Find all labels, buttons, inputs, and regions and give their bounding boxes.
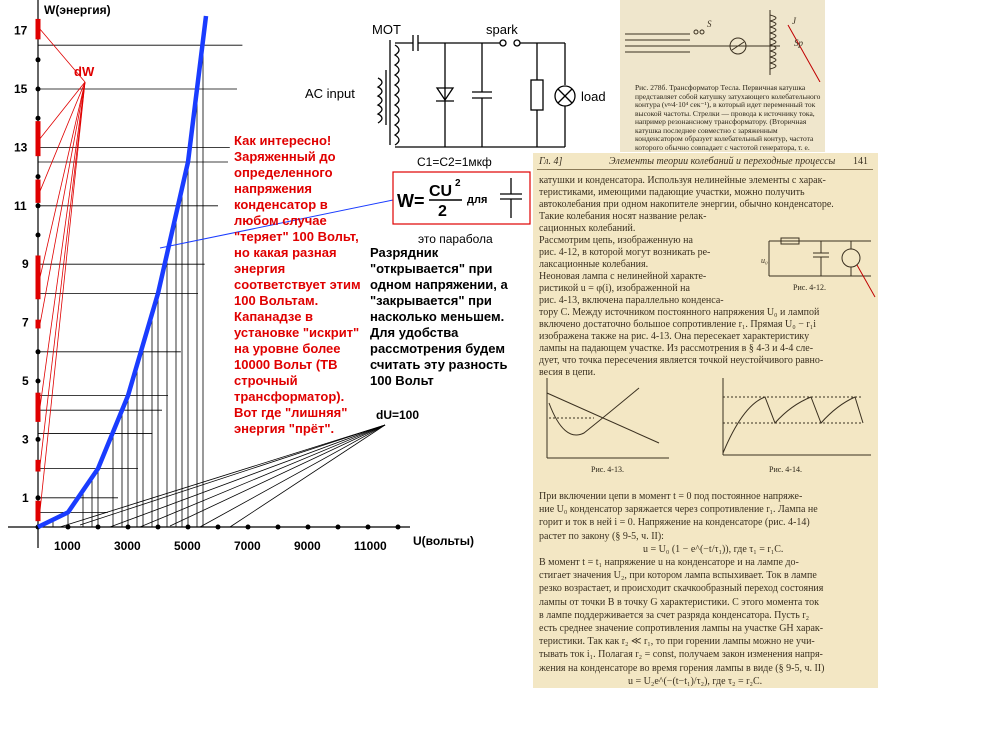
- x-tick-dot: [336, 525, 341, 530]
- dw-pointer-lines: [40, 29, 85, 511]
- figure-4-13: [539, 373, 674, 461]
- tesla-caption: Рис. 278б. Трансформатор Тесла. Первичная катушка представляет собой катушку затухающего колебательного контура (ν≈4·10⁴ сек⁻¹), в который идет переменный ток высокой частоты. Стрелки — провода к источнику тока, например резонансному трансформатору. (Вторичная катушка последнее совместно с заряженным конденсатором образует колебательный контур, частота которого обычно совпадает с частотой генератора, т. е.: [635, 83, 821, 152]
- page-header-title: Элементы теории колебаний и переходные процессы: [609, 156, 836, 167]
- vertical-markers: [53, 40, 203, 527]
- dw-pointer: [40, 82, 85, 324]
- dw-pointer: [40, 82, 85, 407]
- page-text-line: u = U₀ (1 − e^(−t/τ₁)), где τ₁ = r₁C.: [643, 543, 784, 555]
- dw-label: dW: [74, 64, 95, 79]
- page-text-line: изображена также на рис. 4-13. Она пересекает характеристику: [539, 331, 810, 342]
- page-text-line: резко возрастает, и происходит скачкообразный переход состояния: [539, 583, 824, 595]
- y-tick-dot: [36, 379, 41, 384]
- page-text-line: жения на конденсаторе во время горения лампы в виде (§ 9-5, ч. II): [539, 662, 825, 674]
- x-tick-dot: [216, 525, 221, 530]
- du-pointer: [80, 425, 385, 525]
- x-tick-dot: [306, 525, 311, 530]
- x-tick-dot: [396, 525, 401, 530]
- du-pointer: [140, 425, 385, 527]
- fig-4-14-caption: Рис. 4-14.: [769, 465, 802, 474]
- load-label: load: [581, 89, 606, 104]
- fig-4-12-caption: Рис. 4-12.: [793, 283, 826, 292]
- page-text-line: Рассмотрим цепь, изображенную на: [539, 235, 693, 246]
- y-tick-label: 15: [14, 82, 28, 96]
- x-tick-dot: [276, 525, 281, 530]
- y-tick-dot: [36, 437, 41, 442]
- primary-coil: [378, 78, 382, 123]
- y-tick-dot: [36, 116, 41, 121]
- x-axis-label: U(вольты): [413, 534, 474, 548]
- formula-exponent: 2: [455, 178, 461, 189]
- page-text-line: автоколебания при одном накопителе энергии, обычно конденсаторе.: [539, 199, 834, 210]
- page-text-line: включено достаточно большое сопротивление r₁. Прямая U₀ − r₁i: [539, 319, 816, 330]
- y-axis-label: W(энергия): [44, 3, 111, 17]
- page-text-line: катушки и конденсатора. Используя нелинейные элементы с харак-: [539, 175, 826, 186]
- page-text-line: теристиками, имеющими падающие участки, можно получить: [539, 187, 805, 198]
- page-text-line: При включении цепи в момент t = 0 под постоянное напряже-: [539, 491, 803, 502]
- page-text-line: есть среднее значение сопротивления лампы на участке GH харак-: [539, 623, 824, 634]
- formula-denominator: 2: [438, 203, 447, 220]
- du-label: dU=100: [376, 408, 420, 422]
- secondary-coil: [395, 45, 399, 145]
- x-tick-dot: [246, 525, 251, 530]
- spark-label: spark: [486, 22, 518, 37]
- page-text-line: рис. 4-13, включена параллельно конденса-: [539, 295, 724, 306]
- book-page-scan: [533, 153, 878, 688]
- du-pointer: [200, 425, 385, 527]
- page-text-line: В момент t = t₁ напряжение u на конденсаторе и на лампе до-: [539, 557, 799, 568]
- black-annotation-text: Разрядник "открывается" при одном напряжении, а "закрывается" при насколько меньшем. Для удобства рассмотрения будем считать эту разность 100 Вольт: [370, 245, 508, 388]
- spark-gap-left: [500, 40, 506, 46]
- y-tick-label: 5: [22, 374, 29, 388]
- dw-pointer: [40, 82, 85, 511]
- horizontal-markers: [38, 45, 242, 512]
- svg-text:S: S: [707, 19, 712, 29]
- page-text-line: Такие колебания носят название релак-: [539, 211, 707, 222]
- du-pointer: [170, 425, 385, 526]
- tesla-transformer-scan: [620, 0, 825, 152]
- x-tick-label: 9000: [294, 539, 321, 553]
- y-tick-label: 1: [22, 490, 29, 505]
- x-tick-label: 7000: [234, 539, 261, 553]
- fig-4-13-caption: Рис. 4-13.: [591, 465, 624, 474]
- figure-4-14: [713, 375, 873, 463]
- x-tick-label: 1000: [54, 539, 81, 553]
- y-tick-label: 13: [14, 140, 28, 155]
- resistor: [531, 80, 543, 110]
- capacitance-label: C1=C2=1мкф: [417, 155, 492, 169]
- svg-text:Sp: Sp: [794, 38, 803, 48]
- page-text-line: тывать ток i₁. Полагая r₂ = const, получаем закон изменения напря-: [539, 649, 823, 661]
- tesla-transformer-figure: [620, 0, 825, 82]
- page-text-line: в лампе поддерживается за счет разряда конденсатора. Пусть r₂: [539, 609, 810, 621]
- parabola-note: это парабола: [418, 232, 493, 246]
- svg-text:J: J: [792, 16, 796, 26]
- y-tick-dot: [36, 233, 41, 238]
- x-tick-label: 5000: [174, 539, 201, 553]
- dw-pointer: [40, 82, 85, 277]
- circuit-diagram: [378, 35, 575, 147]
- page-text-line: горит и ток в ней i = 0. Напряжение на конденсаторе (рис. 4-14): [539, 517, 810, 529]
- page-text-line: лампы на падающем участке. Из рассмотрения в § 4-3 и 4-4 сле-: [539, 343, 814, 354]
- formula-lhs: W=: [397, 191, 425, 211]
- x-ticks: [36, 525, 401, 554]
- x-tick-dot: [366, 525, 371, 530]
- mot-label: MOT: [372, 22, 401, 37]
- page-text-line: ние U₀ конденсатор заряжается через сопротивление r₁. Лампа не: [539, 504, 818, 516]
- red-annotation-text: Как интересно! Заряженный до определенного напряжения конденсатор в любом случае "теряет" 100 Вольт, но какая разная энергия соответствует этим 100 Вольтам. Капанадзе в установке "искрит" на уровне более 10000 Вольт (ТВ строчный трансформатор). Вот где "лишняя" энергия "прёт".: [234, 133, 361, 436]
- y-tick-label: 17: [14, 23, 28, 38]
- y-tick-dot: [36, 174, 41, 179]
- page-text-line: ристикой u = φ(i), изображенной на: [539, 283, 690, 294]
- y-tick-label: 7: [22, 315, 29, 330]
- page-text-line: рис. 4-12, в которой могут возникать ре-: [539, 247, 711, 258]
- svg-text:u₀: u₀: [761, 256, 768, 265]
- y-tick-dot: [36, 57, 41, 62]
- page-text-line: тору C. Между источником постоянного напряжения U₀ и лампой: [539, 307, 820, 318]
- page-text-line: лаксационные колебания.: [539, 259, 649, 270]
- x-tick-label: 3000: [114, 539, 141, 553]
- page-number: 141: [853, 156, 868, 167]
- y-tick-label: 11: [14, 198, 27, 213]
- x-tick-label: 11000: [354, 539, 387, 553]
- page-text-line: дует, что точка пересечения является точкой неустойчивого равно-: [539, 355, 824, 366]
- spark-gap-right: [514, 40, 520, 46]
- page-text-line: сационных колебаний.: [539, 223, 636, 234]
- page-text-line: теристики. Так как r₂ ≪ r₁, то при горении лампы можно не учи-: [539, 636, 815, 648]
- du-pointer: [110, 425, 385, 527]
- page-header-left: Гл. 4]: [539, 156, 563, 167]
- ac-input-label: AC input: [305, 86, 355, 101]
- y-tick-label: 3: [22, 432, 29, 447]
- page-text-line: u = U₂e^(−(t−t₁)/τ₂), где τ₂ = r₂C.: [628, 675, 763, 687]
- page-text-line: лампы от точки B в точку G характеристики. С этого момента ток: [539, 596, 819, 608]
- du-pointer: [230, 425, 385, 527]
- page-text-line: растет по закону (§ 9-5, ч. II):: [539, 530, 664, 542]
- page-text-line: Неоновая лампа с нелинейной характе-: [539, 271, 707, 282]
- formula-numerator: CU: [429, 183, 453, 200]
- formula-suffix: для: [467, 194, 488, 206]
- dw-pointer: [40, 82, 85, 466]
- page-text-line: стигает значения U₂, при котором лампа вспыхивает. Ток в лампе: [539, 570, 817, 582]
- y-tick-label: 9: [22, 257, 29, 272]
- page-text-line: весия в цепи.: [539, 367, 596, 378]
